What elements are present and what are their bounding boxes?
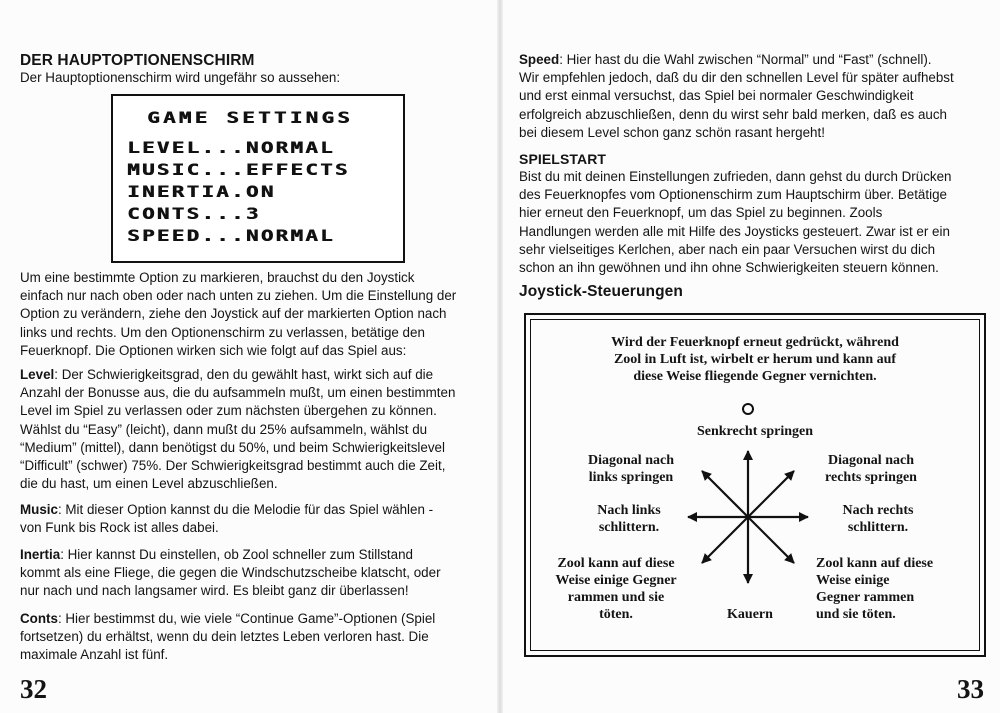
text-line: erfolgreich abzuschließen, denn du wirst sehr bald merken, daß es auch [519, 106, 947, 122]
option-term-speed: Speed [519, 52, 560, 67]
label-up-left [566, 452, 696, 486]
text-line: maximale Anzahl ist fünf. [20, 647, 169, 663]
options-intro-paragraph [20, 269, 490, 360]
text-line [20, 546, 490, 564]
label-left [574, 502, 684, 536]
text-line: Weise einige Gegner [555, 573, 677, 588]
text-line: “Medium” (mittel), dann benötigst du 50%, und beim Schwierigkeitslevel [20, 439, 445, 455]
text-line: Zool kann auf diese [557, 556, 675, 571]
text-segment: : Hier hast du die Wahl zwischen “Normal” und “Fast” (schnell). [559, 52, 932, 67]
text-line: Nach links [597, 503, 661, 518]
text-line: und erst einmal versuchst, das Spiel bei normaler Geschwindigkeit [519, 88, 914, 104]
text-line: und sie töten. [816, 607, 896, 622]
label-up-right [806, 452, 936, 486]
text-line [20, 610, 490, 628]
fire-button-text [540, 334, 970, 385]
text-line: fortsetzen) du erhältst, wenn du dein letztes Leben verloren hast. Die [20, 629, 429, 645]
text-line: die du hast, um einen Level abzuschließen. [20, 476, 278, 492]
text-line: Zool kann auf diese [816, 556, 934, 571]
text-line: links und rechts. Um den Optionenschirm zu verlassen, betätige den [20, 324, 425, 340]
book-gutter [497, 0, 503, 713]
text-line: rammen und sie [567, 590, 665, 605]
joystick-heading: Joystick-Steuerungen [519, 283, 683, 300]
inertia-paragraph [20, 546, 490, 601]
text-line: “Difficult” (schwer) 75%. Der Schwierigkeitsgrad bestimmt auch die Zeit, [20, 458, 446, 474]
game-settings-screen [111, 94, 405, 263]
text-line: Diagonal nach [828, 453, 914, 468]
text-line: bei diesem Level schon ganz schön rasant hergeht! [519, 124, 825, 140]
page-title: DER HAUPTOPTIONENSCHIRM [20, 52, 255, 69]
text-line: des Feuerknopfes vom Optionenschirm zum Hauptschirm über. Betätige [519, 187, 947, 203]
fire-button-circle-icon [743, 404, 753, 414]
text-line: hier erneut den Feuerknopf, um das Spiel zu beginnen. Zools [519, 205, 883, 221]
text-line: Wir empfehlen jedoch, daß du dir den schnellen Level für später aufhebst [519, 70, 954, 86]
intro-text: Der Hauptoptionenschirm wird ungefähr so aussehen: [20, 70, 341, 85]
text-line: Option zu verändern, ziehe den Joystick auf der markierten Option nach [20, 306, 447, 322]
text-segment: : Der Schwierigkeitsgrad, den du gewählt hast, wirkt sich auf die [54, 367, 434, 382]
page-number-left: 32 [20, 674, 47, 704]
conts-paragraph [20, 610, 490, 665]
text-segment: : Hier bestimmst du, wie viele “Continue Game”-Optionen (Spiel [57, 611, 436, 626]
text-line: Level im Spiel zu verlassen oder zum nächsten übergehen zu können. [20, 403, 437, 419]
label-down: Kauern [727, 607, 773, 622]
text-line: Feuerknopf. Die Optionen wirken sich wie folgt auf das Spiel aus: [20, 342, 407, 358]
text-line: Weise einige [816, 573, 890, 588]
text-line: nur nach und nach langsamer wird. Es bleibt ganz dir überlassen! [20, 583, 409, 599]
arrow-down-left-icon [702, 517, 748, 563]
text-line: schon an ihn gewöhnen und ihn ohne Schwierigkeiten steuern können. [519, 260, 939, 276]
screen-line-conts: CONTS...3 [127, 204, 261, 223]
text-line: Anzahl der Bonusse aus, die du aufsammeln mußt, um einen bestimmten [20, 385, 456, 401]
text-line: sehr vielseitiges Kerlchen, aber nach ein paar Versuchen wirst du dich [519, 241, 936, 257]
arrow-up-right-icon [748, 471, 794, 517]
text-line: Nach rechts [842, 503, 914, 518]
arrow-up-left-icon [702, 471, 748, 517]
text-line: schlittern. [847, 520, 909, 535]
text-line: diese Weise fliegende Gegner vernichten. [633, 369, 877, 384]
label-down-left [536, 555, 696, 623]
text-line [20, 366, 490, 384]
text-line [20, 501, 490, 519]
label-right [822, 502, 934, 536]
text-line: Bist du mit deinen Einstellungen zufrieden, dann gehst du durch Drücken [519, 169, 952, 184]
text-line: Um eine bestimmte Option zu markieren, brauchst du den Joystick [20, 270, 415, 285]
option-term-level: Level [20, 367, 55, 382]
level-paragraph [20, 366, 490, 493]
text-line: Zool in Luft ist, wirbelt er herum und kann auf [613, 352, 897, 367]
screen-line-speed: SPEED...NORMAL [127, 226, 335, 245]
text-line: kommt als eine Fliege, die gegen die Windschutzscheibe klatscht, oder [20, 565, 441, 581]
text-line: Diagonal nach [588, 453, 674, 468]
text-segment: : Mit dieser Option kannst du die Melodie für das Spiel wählen - [57, 502, 434, 517]
joystick-directions-diagram [680, 395, 820, 600]
text-line [519, 51, 981, 69]
text-line: von Funk bis Rock ist alles dabei. [20, 520, 219, 536]
text-segment: : Hier kannst Du einstellen, ob Zool schneller zum Stillstand [60, 547, 413, 562]
screen-title: GAME SETTINGS [147, 108, 353, 127]
spielstart-heading: SPIELSTART [519, 151, 607, 167]
screen-line-inertia: INERTIA.ON [127, 182, 276, 201]
text-line: Wird der Feuerknopf erneut gedrückt, während [611, 335, 899, 350]
text-line: Wählst du “Easy” (leicht), dann mußt du 25% aufsammeln, wählst du [20, 421, 428, 437]
text-line: links springen [588, 470, 674, 485]
spielstart-paragraph [519, 168, 981, 277]
text-line: rechts springen [825, 470, 917, 485]
option-term-inertia: Inertia [20, 547, 61, 562]
page-number-right: 33 [957, 674, 984, 704]
screen-line-music: MUSIC...EFFECTS [127, 160, 350, 179]
speed-paragraph [519, 51, 981, 142]
screen-line-level: LEVEL...NORMAL [127, 138, 335, 157]
text-line: töten. [599, 607, 633, 622]
text-line: einfach nur nach oben oder nach unten zu ziehen. Um die Einstellung der [20, 288, 457, 304]
music-paragraph [20, 501, 490, 537]
option-term-music: Music [20, 502, 58, 517]
text-line: Gegner rammen [816, 590, 915, 605]
label-down-right [816, 555, 976, 623]
option-term-conts: Conts [20, 611, 58, 626]
arrow-down-right-icon [748, 517, 794, 563]
text-line: schlittern. [598, 520, 660, 535]
label-up: Senkrecht springen [696, 424, 814, 439]
text-line: Handlungen werden alle mit Hilfe des Joysticks gesteuert. Zwar ist er ein [519, 223, 950, 239]
